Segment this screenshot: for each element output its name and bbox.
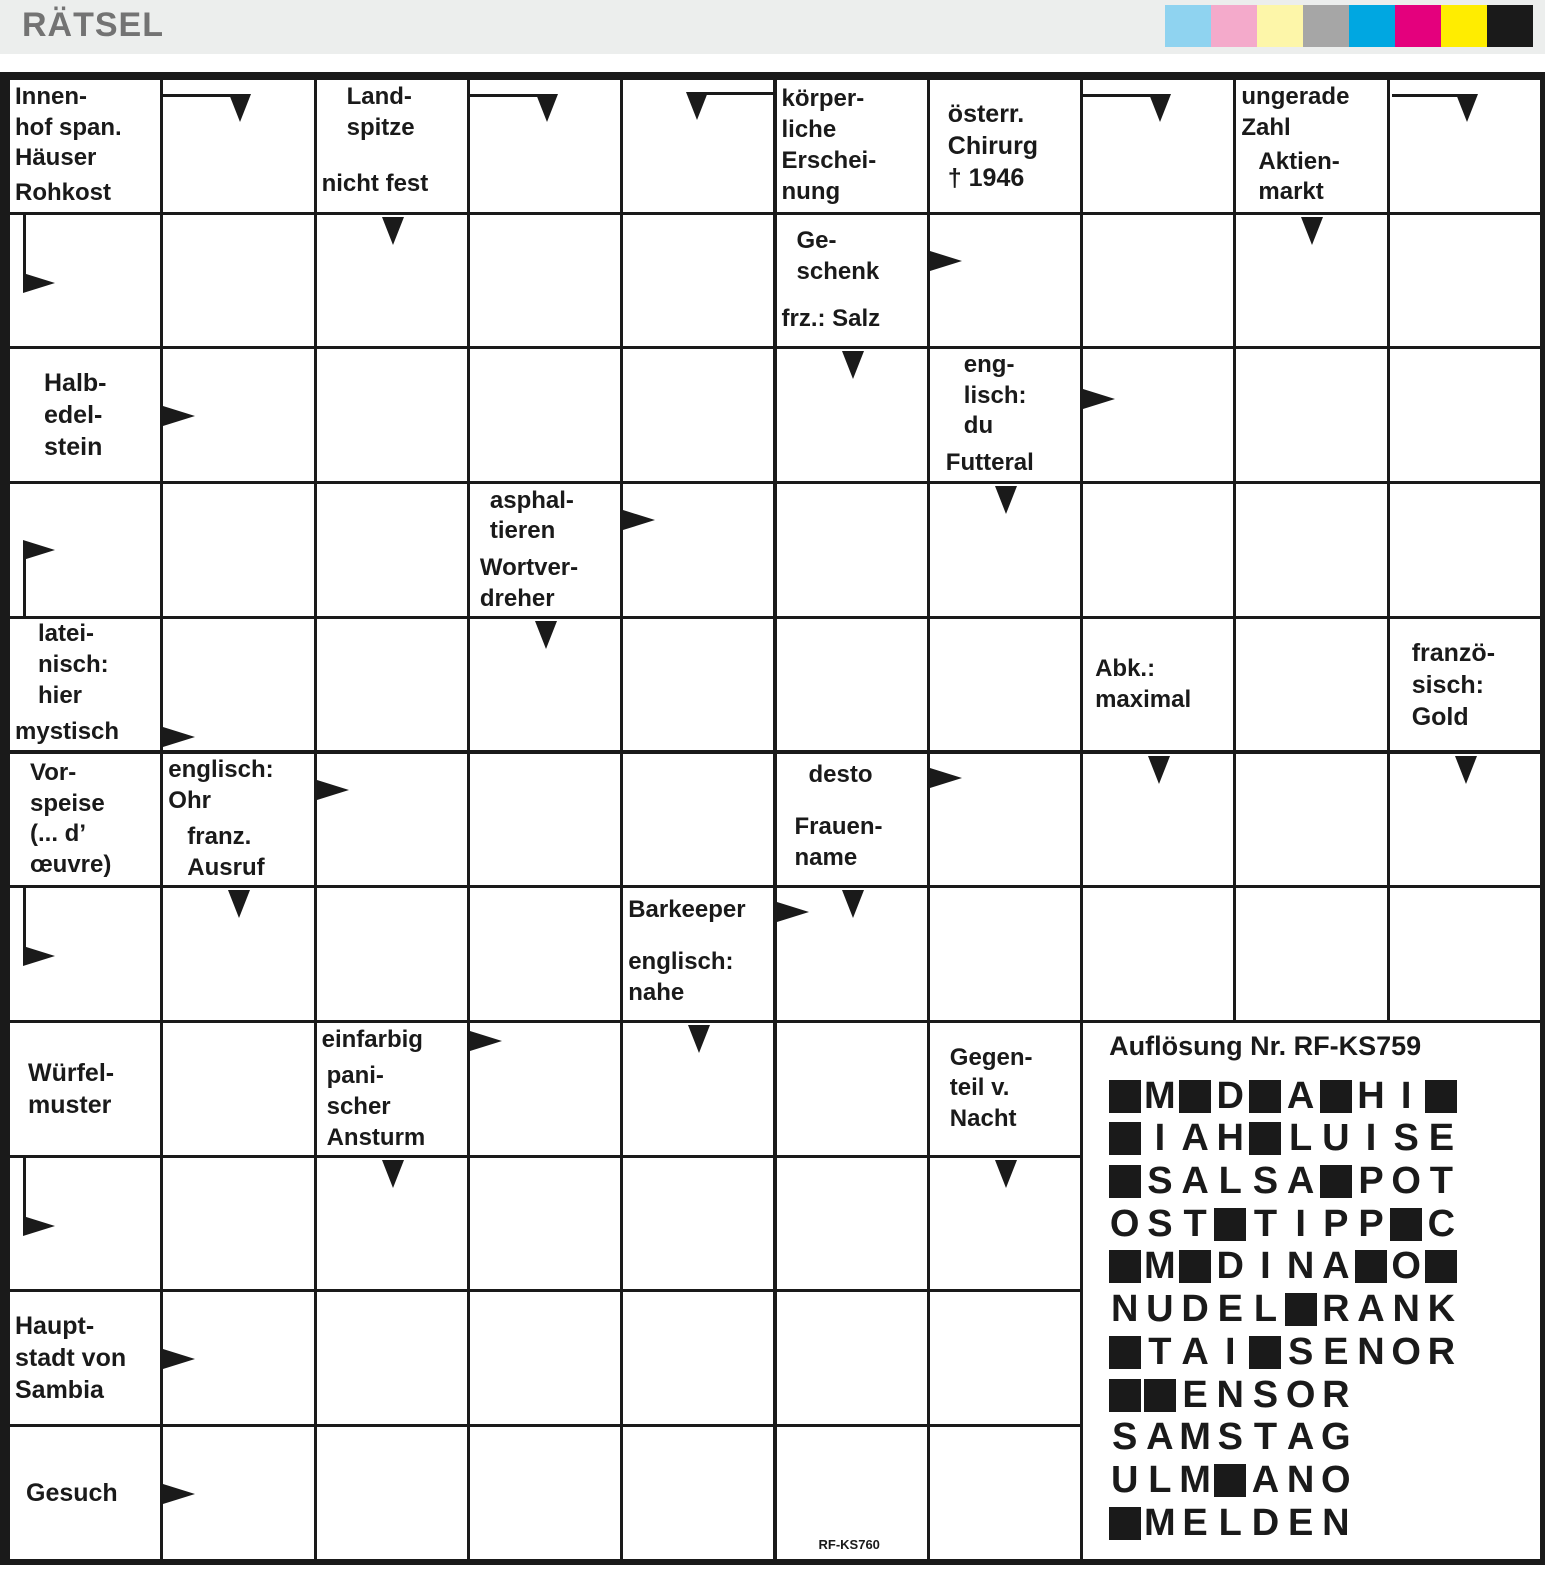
solution-letter: R [1427,1330,1456,1373]
clue-box [10,715,160,750]
arrow-down-icon [686,92,708,120]
solution-letter: N [1286,1458,1315,1501]
solution-letter: T [1148,1330,1172,1373]
solution-letter: A [1181,1330,1209,1373]
grid-cell[interactable] [623,1427,773,1559]
clue-text: franzö- sisch: Gold [1411,638,1496,731]
grid-cell[interactable] [777,1158,927,1290]
solution-black-square [1318,1075,1353,1118]
grid-cell[interactable] [470,754,620,886]
solution-letter: S [1217,1416,1243,1459]
clue-box [470,551,620,615]
solution-letter: S [1287,1330,1314,1373]
clue-text: Gesuch [26,1478,118,1507]
clue-box [930,349,1080,442]
crossword-grid [0,72,1545,1565]
solution-letter: N [1286,1245,1315,1288]
clue-box [777,754,927,799]
solution-black-square [1424,1246,1459,1289]
arrow-down-icon [1455,756,1477,784]
grid-cell[interactable] [163,215,313,347]
grid-cell[interactable] [930,1427,1080,1559]
grid-cell[interactable] [317,619,467,751]
clue-text: einfarbig [321,1025,423,1053]
solution-row [1107,1459,1459,1502]
solution-black-square [1107,1502,1142,1545]
clue-box [777,215,927,299]
solution-row [1107,1160,1459,1203]
arrow-right-icon [23,1216,55,1236]
arrow-down-icon [842,890,864,918]
clue-text: Land- spitze [346,83,415,141]
arrow-right-icon [777,902,809,922]
solution-letter: H [1357,1074,1385,1117]
solution-letter: A [1286,1160,1315,1203]
clue-box [10,754,160,886]
clue-box [777,302,927,347]
solution-letter: D [1216,1245,1244,1288]
clue-text: Frauen- name [794,813,883,872]
solution-letter: I [1400,1074,1412,1117]
solution-letter: R [1322,1373,1350,1416]
clue-text: österr. Chirurg † 1946 [947,99,1039,192]
clue-box [10,1292,160,1424]
clue-box [10,1427,160,1559]
clue-box [10,349,160,481]
solution-letter: A [1251,1458,1280,1501]
solution-letter: S [1112,1416,1138,1459]
solution-letter: A [1181,1117,1209,1160]
solution-letter: T [1253,1416,1278,1459]
grid-cell[interactable] [317,349,467,481]
color-swatch [1211,5,1257,47]
solution-black-square [1107,1075,1142,1118]
color-swatch [1487,5,1533,47]
solution-title: Auflösung Nr. RF-KS759 [1109,1030,1422,1061]
solution-letter: A [1146,1416,1174,1459]
solution-row [1107,1246,1459,1289]
solution-letter: D [1251,1501,1280,1544]
arrow-down-icon [536,94,558,122]
arrow-right-icon [23,273,55,293]
solution-letter: A [1181,1160,1209,1203]
grid-cell[interactable] [163,484,313,616]
solution-row [1107,1502,1459,1545]
grid-cell[interactable] [623,349,773,481]
solution-letter: A [1357,1288,1385,1331]
arrow-right-icon [163,406,195,426]
clue-text: nicht fest [321,170,429,198]
solution-letter: P [1323,1202,1349,1245]
solution-black-square [1318,1160,1353,1203]
arrow-down-icon [1456,94,1478,122]
clue-text: Abk.: maximal [1095,654,1192,713]
clue-box [317,80,467,164]
grid-cell[interactable] [1390,349,1540,481]
grid-cell[interactable] [163,1158,313,1290]
arrow-down-icon [228,890,250,918]
solution-letter: L [1218,1160,1242,1203]
solution-letter: H [1216,1117,1244,1160]
clue-box [163,821,313,885]
clue-box [777,80,927,212]
color-swatch [1165,5,1211,47]
solution-letter: E [1182,1501,1208,1544]
color-swatch [1349,5,1395,47]
grid-cell[interactable] [317,754,467,886]
grid-cell[interactable] [1083,484,1233,616]
color-swatch [1257,5,1303,47]
clue-text: Barkeeper [628,896,746,924]
grid-cell[interactable] [470,1292,620,1424]
clue-box [930,446,1080,481]
color-swatch [1303,5,1349,47]
solution-black-square [1213,1203,1248,1246]
solution-black-square [1142,1374,1177,1417]
clue-text: asphal- tieren [489,486,574,545]
grid-cell[interactable] [470,888,620,1020]
clue-box [1236,80,1386,142]
arrow-right-icon [23,540,55,560]
solution-black-square [1107,1118,1142,1161]
solution-letter: L [1253,1288,1278,1331]
arrow-down-icon [1149,94,1171,122]
solution-letter: S [1252,1373,1279,1416]
solution-row [1107,1075,1459,1118]
solution-black-square [1107,1374,1142,1417]
clue-box [623,888,773,933]
solution-letter: O [1321,1458,1351,1501]
clue-box [623,936,773,1020]
clue-text: englisch: Ohr [168,755,274,814]
grid-cell[interactable] [1083,215,1233,347]
solution-grid [1107,1075,1459,1545]
grid-cell[interactable] [470,349,620,481]
solution-letter: O [1391,1160,1421,1203]
clue-text: Vor- speise (... d’ œuvre) [30,758,112,879]
grid-cell[interactable] [623,754,773,886]
grid-cell[interactable] [623,215,773,347]
arrow-right-icon [930,768,962,788]
grid-cell[interactable] [317,484,467,616]
arrow-right-icon [163,1484,195,1504]
solution-letter: M [1144,1245,1176,1288]
grid-cell[interactable] [777,1023,927,1155]
grid-cell[interactable] [470,1427,620,1559]
clue-box [1390,619,1540,751]
solution-letter: U [1146,1288,1174,1331]
color-swatch [1441,5,1487,47]
solution-letter: D [1216,1074,1244,1117]
grid-cell[interactable] [777,484,927,616]
solution-letter: E [1287,1501,1314,1544]
clue-text: Wortver- dreher [479,554,579,613]
color-swatch [1395,5,1441,47]
solution-black-square [1353,1246,1388,1289]
solution-letter: I [1154,1117,1166,1160]
clue-box [317,167,467,212]
arrow-down-icon [842,351,864,379]
solution-letter: R [1322,1288,1350,1331]
grid-cell[interactable] [1236,888,1386,1020]
solution-black-square [1177,1075,1212,1118]
clue-text: eng- lisch: du [963,350,1027,440]
page-title: RÄTSEL [22,6,164,44]
grid-cell[interactable] [317,888,467,1020]
grid-cell[interactable] [930,1292,1080,1424]
solution-row [1107,1374,1459,1417]
solution-letter: T [1253,1202,1278,1245]
clue-box [10,176,160,211]
clue-text: desto [808,761,873,789]
solution-black-square [1248,1118,1283,1161]
solution-letter: O [1391,1245,1421,1288]
solution-letter: I [1224,1330,1236,1373]
arrow-right-icon [930,251,962,271]
solution-panel [1083,1023,1540,1559]
arrow-right-icon [623,510,655,530]
solution-letter: S [1147,1160,1173,1203]
arrow-right-icon [470,1031,502,1051]
grid-cell[interactable] [1083,888,1233,1020]
clue-text: Würfel- muster [28,1058,115,1119]
solution-letter: M [1179,1458,1211,1501]
solution-black-square [1248,1075,1283,1118]
puzzle-code: RF-KS760 [818,1537,880,1552]
grid-cell[interactable] [930,888,1080,1020]
clue-text: Haupt- stadt von Sambia [15,1312,127,1405]
solution-letter: L [1148,1458,1172,1501]
clue-box [317,1060,467,1155]
solution-black-square [1177,1246,1212,1289]
clue-box [1236,145,1386,212]
solution-letter: N [1357,1330,1385,1373]
clue-text: franz. Ausruf [187,823,265,882]
solution-black-square [1389,1203,1424,1246]
solution-letter: A [1286,1074,1315,1117]
solution-letter: E [1323,1330,1349,1373]
solution-black-square [1424,1075,1459,1118]
grid-cell[interactable] [1236,484,1386,616]
solution-letter: A [1286,1416,1315,1459]
grid-cell[interactable] [930,215,1080,347]
solution-letter: I [1295,1202,1306,1245]
solution-row [1107,1288,1459,1331]
solution-letter: S [1147,1202,1173,1245]
solution-letter: E [1217,1288,1243,1331]
solution-letter: C [1427,1202,1456,1245]
solution-letter: O [1285,1373,1316,1416]
solution-letter: L [1218,1501,1242,1544]
solution-letter: M [1144,1501,1176,1544]
solution-letter: T [1429,1160,1453,1203]
clue-box [317,1023,467,1057]
solution-letter: L [1289,1117,1313,1160]
grid-cell[interactable] [1236,349,1386,481]
solution-letter: A [1322,1245,1350,1288]
grid-cell[interactable] [930,619,1080,751]
arrow-down-icon [1301,217,1323,245]
solution-letter: N [1392,1288,1420,1331]
clue-text: ungerade Zahl [1241,83,1350,141]
grid-cell[interactable] [317,1292,467,1424]
clue-box [470,484,620,548]
grid-cell[interactable] [623,484,773,616]
clue-box [1083,619,1233,751]
solution-black-square [1107,1246,1142,1289]
solution-letter: S [1393,1117,1419,1160]
clue-text: pani- scher Ansturm [326,1062,426,1151]
clue-box [777,801,927,885]
solution-letter: T [1183,1202,1207,1245]
grid-cell[interactable] [623,1158,773,1290]
clue-text: körper- liche Erschei- nung [781,85,877,205]
clue-box [930,1023,1080,1155]
solution-letter: P [1358,1160,1384,1203]
grid-cell[interactable] [623,1292,773,1424]
solution-letter: U [1110,1458,1139,1501]
clue-box [10,80,160,173]
solution-letter: O [1109,1202,1140,1245]
grid-cell[interactable] [1390,888,1540,1020]
grid-cell[interactable] [1236,619,1386,751]
solution-letter: K [1427,1288,1456,1331]
grid-cell[interactable] [317,1427,467,1559]
color-calibration-bar [1165,5,1533,47]
arrow-right-icon [23,946,55,966]
clue-box [10,1023,160,1155]
clue-text: englisch: nahe [628,948,734,1006]
grid-cell[interactable] [1390,484,1540,616]
grid-cell[interactable] [623,619,773,751]
solution-letter: G [1321,1416,1351,1459]
solution-black-square [1283,1288,1318,1331]
solution-letter: I [1260,1245,1271,1288]
clue-text: Futteral [945,448,1034,476]
arrow-right-icon [1083,389,1115,409]
solution-letter: M [1179,1416,1211,1459]
solution-letter: N [1322,1501,1350,1544]
solution-letter: I [1365,1117,1377,1160]
clue-text: frz.: Salz [781,304,881,332]
grid-cell[interactable] [1390,215,1540,347]
grid-cell[interactable] [1083,349,1233,481]
grid-cell[interactable] [470,215,620,347]
clue-text: latei- nisch: hier [38,620,109,709]
arrow-right-icon [163,1349,195,1369]
solution-letter: M [1144,1074,1176,1117]
arrow-down-icon [382,217,404,245]
clue-text: Aktien- markt [1258,147,1340,206]
clue-text: Halb- edel- stein [44,369,107,462]
solution-row [1107,1331,1459,1374]
clue-text: Innen- hof span. Häuser [15,83,122,172]
solution-letter: N [1110,1288,1139,1331]
solution-row [1107,1416,1459,1459]
grid-cell[interactable] [1236,754,1386,886]
solution-letter: E [1182,1373,1208,1416]
solution-black-square [1213,1459,1248,1502]
grid-cell[interactable] [470,1158,620,1290]
clue-text: Gegen- teil v. Nacht [949,1043,1033,1133]
clue-box [930,80,1080,212]
clue-text: mystisch [15,718,120,746]
grid-cell[interactable] [163,1023,313,1155]
grid-cell[interactable] [777,619,927,751]
clue-box [163,754,313,818]
arrow-down-icon [535,621,557,649]
clue-text: Ge- schenk [796,227,880,285]
solution-row [1107,1118,1459,1161]
solution-black-square [1248,1331,1283,1374]
arrow-right-icon [163,727,195,747]
clue-box [10,619,160,712]
arrow-down-icon [995,486,1017,514]
solution-black-square [1107,1331,1142,1374]
solution-letter: U [1322,1117,1350,1160]
grid-cell[interactable] [777,1292,927,1424]
header-bar [0,0,1545,54]
solution-row [1107,1203,1459,1246]
solution-letter: D [1181,1288,1209,1331]
solution-letter: O [1391,1330,1421,1373]
solution-letter: P [1358,1202,1384,1245]
solution-letter: S [1252,1160,1279,1203]
solution-black-square [1107,1160,1142,1203]
arrow-right-icon [317,780,349,800]
arrow-down-icon [382,1160,404,1188]
arrow-down-icon [688,1025,710,1053]
arrow-down-icon [995,1160,1017,1188]
solution-letter: E [1428,1117,1455,1160]
arrow-down-icon [1148,756,1170,784]
clue-text: Rohkost [15,179,111,207]
arrow-down-icon [229,94,251,122]
solution-letter: N [1216,1373,1244,1416]
